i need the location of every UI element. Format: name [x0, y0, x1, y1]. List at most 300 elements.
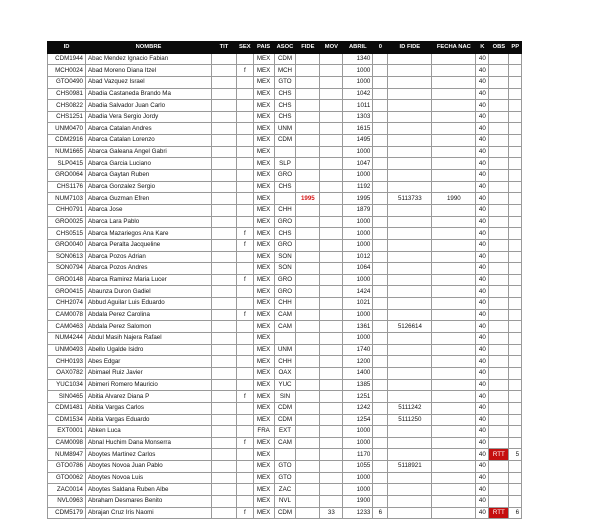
title-cell [212, 53, 237, 65]
pp-cell [509, 379, 522, 391]
april-cell: 1495 [343, 135, 373, 147]
fide-id-cell [388, 391, 432, 403]
april-cell: 1340 [343, 53, 373, 65]
pp-cell [509, 251, 522, 263]
id-cell: NUM8947 [48, 449, 86, 461]
april-cell: 1000 [343, 170, 373, 182]
name-cell: Abdul Masih Najera Rafael [86, 333, 212, 345]
mov-cell [320, 495, 343, 507]
sex-cell: f [237, 437, 254, 449]
k-factor-cell: 40 [476, 426, 489, 438]
country-cell: MEX [253, 123, 274, 135]
k-factor-cell: 40 [476, 344, 489, 356]
birth-year-cell [432, 146, 476, 158]
title-cell [212, 472, 237, 484]
title-cell [212, 274, 237, 286]
name-cell: Abken Luca [86, 426, 212, 438]
country-cell: MEX [253, 414, 274, 426]
column-header: MOV [320, 42, 343, 54]
title-cell [212, 88, 237, 100]
table-row [48, 228, 522, 240]
table-row [48, 495, 522, 507]
fide-cell [296, 251, 320, 263]
obs-cell: RTT [489, 507, 509, 519]
april-cell: 1000 [343, 65, 373, 77]
obs-cell [489, 239, 509, 251]
country-cell: MEX [253, 298, 274, 310]
name-cell: Abarca Catalan Lorenzo [86, 135, 212, 147]
fide-id-cell [388, 53, 432, 65]
mov-cell [320, 391, 343, 403]
sex-cell [237, 123, 254, 135]
pp-cell [509, 391, 522, 403]
obs-cell [489, 298, 509, 310]
april-cell: 1740 [343, 344, 373, 356]
mov-cell [320, 181, 343, 193]
country-cell: MEX [253, 251, 274, 263]
table-row [48, 239, 522, 251]
obs-cell [489, 461, 509, 473]
sex-cell [237, 158, 254, 170]
birth-year-cell [432, 135, 476, 147]
country-cell: MEX [253, 484, 274, 496]
id-cell: CHS0515 [48, 228, 86, 240]
table-row [48, 379, 522, 391]
obs-cell [489, 367, 509, 379]
title-cell [212, 76, 237, 88]
pp-cell [509, 426, 522, 438]
column-header: FECHA NAC [432, 42, 476, 54]
sex-cell [237, 100, 254, 112]
association-cell: CHH [274, 356, 296, 368]
obs-cell [489, 356, 509, 368]
april-cell: 1242 [343, 402, 373, 414]
zero-cell [373, 333, 388, 345]
title-cell [212, 65, 237, 77]
table-row [48, 321, 522, 333]
table-row [48, 65, 522, 77]
table-row [48, 53, 522, 65]
fide-id-cell [388, 76, 432, 88]
title-cell [212, 402, 237, 414]
k-factor-cell: 40 [476, 204, 489, 216]
birth-year-cell [432, 263, 476, 275]
association-cell [274, 333, 296, 345]
mov-cell [320, 88, 343, 100]
pp-cell [509, 228, 522, 240]
table-row [48, 181, 522, 193]
zero-cell [373, 495, 388, 507]
id-cell: YUC1034 [48, 379, 86, 391]
association-cell: CAM [274, 437, 296, 449]
table-row [48, 367, 522, 379]
mov-cell [320, 216, 343, 228]
mov-cell [320, 135, 343, 147]
id-cell: NUM4244 [48, 333, 86, 345]
table-row [48, 402, 522, 414]
pp-cell [509, 193, 522, 205]
pp-cell [509, 344, 522, 356]
fide-id-cell [388, 286, 432, 298]
name-cell: Abarca Pozos Adrian [86, 251, 212, 263]
sex-cell [237, 449, 254, 461]
fide-cell [296, 495, 320, 507]
fide-id-cell [388, 426, 432, 438]
zero-cell [373, 76, 388, 88]
title-cell [212, 146, 237, 158]
association-cell: CAM [274, 321, 296, 333]
name-cell: Abad Vazquez Israel [86, 76, 212, 88]
column-header: TIT [212, 42, 237, 54]
pp-cell [509, 53, 522, 65]
obs-cell: RTT [489, 449, 509, 461]
name-cell: Abdala Perez Salomon [86, 321, 212, 333]
fide-id-cell [388, 111, 432, 123]
mov-cell [320, 414, 343, 426]
id-cell: CAM0098 [48, 437, 86, 449]
zero-cell [373, 146, 388, 158]
k-factor-cell: 40 [476, 495, 489, 507]
table-row [48, 298, 522, 310]
april-cell: 1200 [343, 356, 373, 368]
april-cell: 1000 [343, 426, 373, 438]
fide-cell [296, 461, 320, 473]
k-factor-cell: 40 [476, 123, 489, 135]
table-row [48, 216, 522, 228]
name-cell: Abarca Pozos Andres [86, 263, 212, 275]
zero-cell [373, 239, 388, 251]
country-cell: MEX [253, 437, 274, 449]
birth-year-cell [432, 181, 476, 193]
fide-id-cell [388, 204, 432, 216]
obs-cell [489, 123, 509, 135]
table-row [48, 135, 522, 147]
pp-cell [509, 65, 522, 77]
country-cell: MEX [253, 193, 274, 205]
birth-year-cell [432, 251, 476, 263]
fide-id-cell: 5118921 [388, 461, 432, 473]
fide-cell [296, 88, 320, 100]
birth-year-cell [432, 228, 476, 240]
april-cell: 1995 [343, 193, 373, 205]
mov-cell [320, 100, 343, 112]
country-cell: MEX [253, 204, 274, 216]
id-cell: SLP0415 [48, 158, 86, 170]
title-cell [212, 286, 237, 298]
pp-cell [509, 123, 522, 135]
name-cell: Abes Edgar [86, 356, 212, 368]
table-row [48, 193, 522, 205]
country-cell: MEX [253, 239, 274, 251]
pp-cell [509, 333, 522, 345]
k-factor-cell: 40 [476, 449, 489, 461]
fide-id-cell [388, 367, 432, 379]
fide-id-cell [388, 146, 432, 158]
k-factor-cell: 40 [476, 333, 489, 345]
table-row [48, 484, 522, 496]
birth-year-cell [432, 274, 476, 286]
country-cell: MEX [253, 402, 274, 414]
country-cell: MEX [253, 135, 274, 147]
mov-cell [320, 53, 343, 65]
zero-cell [373, 251, 388, 263]
column-header: ID [48, 42, 86, 54]
obs-cell [489, 344, 509, 356]
association-cell: CHS [274, 100, 296, 112]
birth-year-cell [432, 402, 476, 414]
april-cell: 1000 [343, 437, 373, 449]
table-row [48, 146, 522, 158]
zero-cell [373, 391, 388, 403]
obs-cell [489, 321, 509, 333]
k-factor-cell: 40 [476, 367, 489, 379]
title-cell [212, 426, 237, 438]
country-cell: MEX [253, 158, 274, 170]
zero-cell [373, 449, 388, 461]
obs-cell [489, 204, 509, 216]
birth-year-cell [432, 298, 476, 310]
association-cell: GRO [274, 286, 296, 298]
birth-year-cell [432, 286, 476, 298]
fide-cell [296, 402, 320, 414]
april-cell: 1000 [343, 239, 373, 251]
table-row [48, 158, 522, 170]
birth-year-cell [432, 379, 476, 391]
id-cell: UNM0493 [48, 344, 86, 356]
obs-cell [489, 111, 509, 123]
name-cell: Abitia Alvarez Diana P [86, 391, 212, 403]
pp-cell [509, 298, 522, 310]
zero-cell [373, 426, 388, 438]
mov-cell [320, 484, 343, 496]
country-cell: MEX [253, 65, 274, 77]
pp-cell [509, 309, 522, 321]
name-cell: Abrajan Cruz Iris Naomi [86, 507, 212, 519]
birth-year-cell [432, 507, 476, 519]
title-cell [212, 135, 237, 147]
id-cell: CHH0791 [48, 204, 86, 216]
mov-cell [320, 309, 343, 321]
id-cell: CHS1251 [48, 111, 86, 123]
country-cell: MEX [253, 286, 274, 298]
obs-cell [489, 333, 509, 345]
sex-cell [237, 367, 254, 379]
id-cell: MCH0024 [48, 65, 86, 77]
fide-cell [296, 239, 320, 251]
association-cell: YUC [274, 379, 296, 391]
id-cell: GTO0062 [48, 472, 86, 484]
sex-cell: f [237, 507, 254, 519]
birth-year-cell [432, 356, 476, 368]
obs-cell [489, 391, 509, 403]
birth-year-cell [432, 53, 476, 65]
april-cell: 1000 [343, 484, 373, 496]
birth-year-cell [432, 391, 476, 403]
obs-cell [489, 263, 509, 275]
april-cell: 1021 [343, 298, 373, 310]
title-cell [212, 228, 237, 240]
mov-cell [320, 158, 343, 170]
k-factor-cell: 40 [476, 402, 489, 414]
obs-cell [489, 170, 509, 182]
fide-id-cell [388, 333, 432, 345]
birth-year-cell [432, 367, 476, 379]
obs-cell [489, 484, 509, 496]
country-cell: MEX [253, 274, 274, 286]
table-row [48, 356, 522, 368]
april-cell: 1000 [343, 216, 373, 228]
pp-cell [509, 76, 522, 88]
column-header: OBS [489, 42, 509, 54]
sex-cell [237, 426, 254, 438]
k-factor-cell: 40 [476, 437, 489, 449]
sex-cell [237, 111, 254, 123]
name-cell: Abitia Vargas Carlos [86, 402, 212, 414]
sex-cell [237, 414, 254, 426]
column-header: NOMBRE [86, 42, 212, 54]
id-cell: CHS0981 [48, 88, 86, 100]
zero-cell [373, 123, 388, 135]
april-cell: 1000 [343, 228, 373, 240]
association-cell: CHS [274, 88, 296, 100]
zero-cell [373, 472, 388, 484]
april-cell: 1000 [343, 333, 373, 345]
k-factor-cell: 40 [476, 146, 489, 158]
zero-cell [373, 193, 388, 205]
association-cell [274, 449, 296, 461]
fide-id-cell: 5113733 [388, 193, 432, 205]
association-cell: GRO [274, 170, 296, 182]
id-cell: SON0613 [48, 251, 86, 263]
pp-cell [509, 356, 522, 368]
fide-cell [296, 158, 320, 170]
column-header: SEX [237, 42, 254, 54]
fide-id-cell [388, 449, 432, 461]
fide-id-cell [388, 344, 432, 356]
fide-id-cell [388, 239, 432, 251]
country-cell: MEX [253, 170, 274, 182]
k-factor-cell: 40 [476, 309, 489, 321]
mov-cell [320, 286, 343, 298]
title-cell [212, 414, 237, 426]
id-cell: CDM2916 [48, 135, 86, 147]
title-cell [212, 170, 237, 182]
fide-cell [296, 135, 320, 147]
mov-cell [320, 228, 343, 240]
mov-cell [320, 321, 343, 333]
obs-cell [489, 228, 509, 240]
table-row [48, 472, 522, 484]
sex-cell [237, 251, 254, 263]
sex-cell [237, 146, 254, 158]
birth-year-cell [432, 437, 476, 449]
sex-cell [237, 76, 254, 88]
mov-cell [320, 204, 343, 216]
fide-cell [296, 298, 320, 310]
mov-cell [320, 170, 343, 182]
name-cell: Abarca Jose [86, 204, 212, 216]
association-cell [274, 146, 296, 158]
column-header: PP [509, 42, 522, 54]
country-cell: MEX [253, 88, 274, 100]
mov-cell [320, 379, 343, 391]
fide-cell [296, 274, 320, 286]
fide-cell [296, 321, 320, 333]
country-cell: MEX [253, 472, 274, 484]
k-factor-cell: 40 [476, 170, 489, 182]
k-factor-cell: 40 [476, 298, 489, 310]
id-cell: CAM0463 [48, 321, 86, 333]
zero-cell [373, 367, 388, 379]
country-cell: MEX [253, 111, 274, 123]
mov-cell [320, 472, 343, 484]
country-cell: MEX [253, 181, 274, 193]
k-factor-cell: 40 [476, 181, 489, 193]
fide-id-cell [388, 135, 432, 147]
table-row [48, 100, 522, 112]
fide-cell [296, 449, 320, 461]
obs-cell [489, 146, 509, 158]
april-cell: 1055 [343, 461, 373, 473]
obs-cell [489, 135, 509, 147]
title-cell [212, 437, 237, 449]
name-cell: Aboytes Saldana Ruben Albe [86, 484, 212, 496]
table-row [48, 391, 522, 403]
table-row [48, 461, 522, 473]
id-cell: CDM1534 [48, 414, 86, 426]
obs-cell [489, 53, 509, 65]
fide-id-cell [388, 356, 432, 368]
country-cell: MEX [253, 367, 274, 379]
april-cell: 1000 [343, 274, 373, 286]
zero-cell [373, 88, 388, 100]
pp-cell: 5 [509, 449, 522, 461]
april-cell: 1303 [343, 111, 373, 123]
name-cell: Aboytes Martinez Carlos [86, 449, 212, 461]
k-factor-cell: 40 [476, 484, 489, 496]
april-cell: 1011 [343, 100, 373, 112]
obs-cell [489, 100, 509, 112]
birth-year-cell [432, 449, 476, 461]
k-factor-cell: 40 [476, 391, 489, 403]
mov-cell [320, 193, 343, 205]
zero-cell [373, 414, 388, 426]
country-cell: MEX [253, 461, 274, 473]
name-cell: Abarca Mazariegos Ana Kare [86, 228, 212, 240]
id-cell: CHH0193 [48, 356, 86, 368]
k-factor-cell: 40 [476, 239, 489, 251]
table-row [48, 507, 522, 519]
april-cell: 1064 [343, 263, 373, 275]
fide-id-cell [388, 251, 432, 263]
zero-cell [373, 402, 388, 414]
country-cell: MEX [253, 321, 274, 333]
title-cell [212, 507, 237, 519]
title-cell [212, 309, 237, 321]
sex-cell [237, 88, 254, 100]
name-cell: Abarca Lara Pablo [86, 216, 212, 228]
column-header: PAIS [253, 42, 274, 54]
pp-cell [509, 181, 522, 193]
sex-cell [237, 356, 254, 368]
obs-cell [489, 193, 509, 205]
pp-cell [509, 100, 522, 112]
april-cell: 1254 [343, 414, 373, 426]
fide-id-cell [388, 158, 432, 170]
country-cell: MEX [253, 356, 274, 368]
id-cell: CDM1481 [48, 402, 86, 414]
id-cell: GRO0025 [48, 216, 86, 228]
